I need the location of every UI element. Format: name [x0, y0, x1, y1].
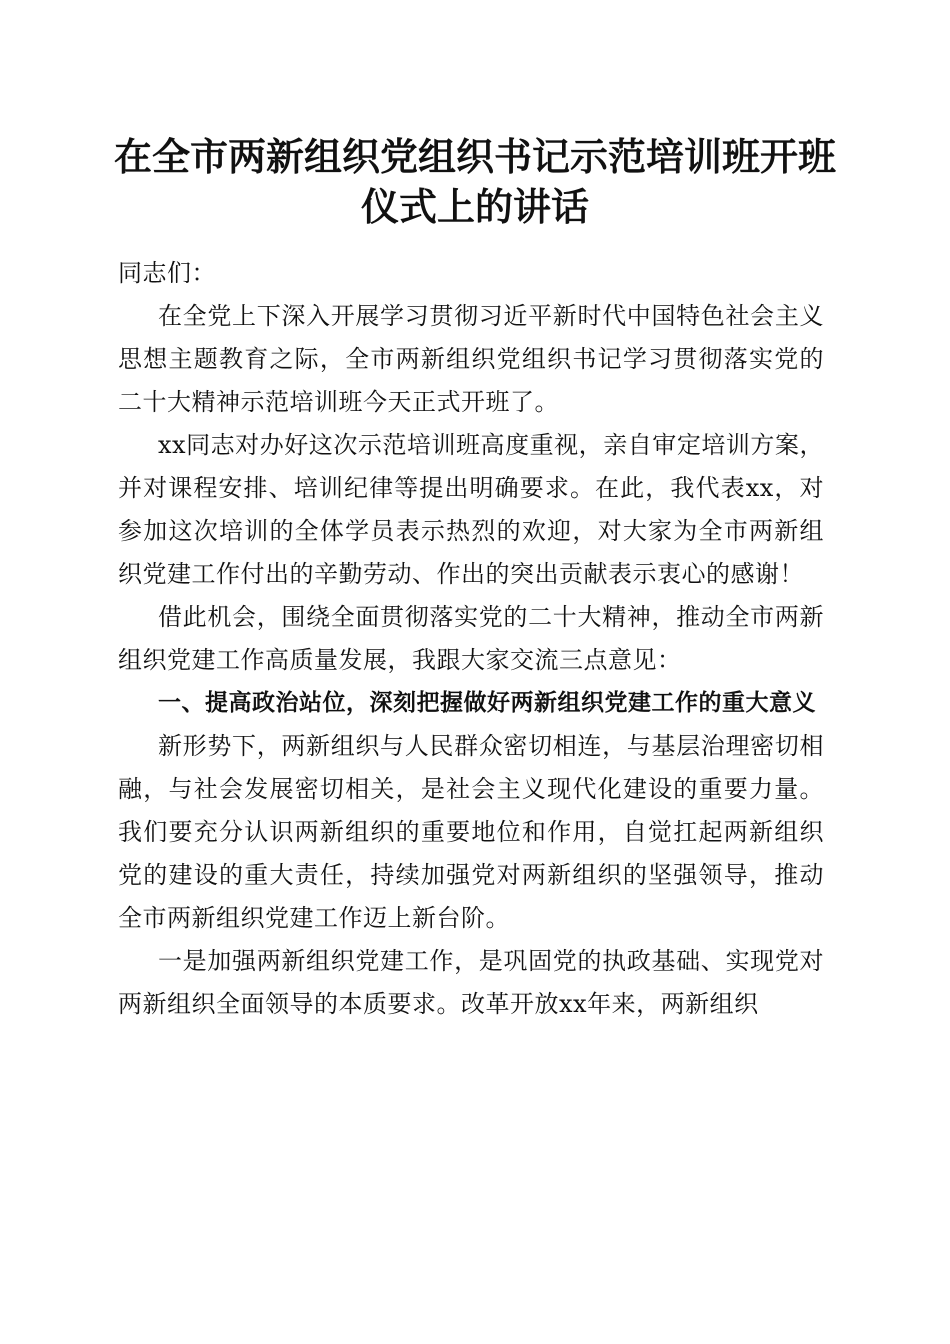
- paragraph: 一是加强两新组织党建工作，是巩固党的执政基础、实现党对两新组织全面领导的本质要求。改革开放xx年来，两新组织: [118, 947, 824, 1018]
- paragraph: 借此机会，围绕全面贯彻落实党的二十大精神，推动全市两新组织党建工作高质量发展，我跟大家交流三点意见：: [118, 603, 824, 674]
- salutation: 同志们：: [118, 259, 216, 287]
- section-heading: 一、提高政治站位，深刻把握做好两新组织党建工作的重大意义: [158, 690, 816, 716]
- document-body: [118, 252, 824, 1026]
- paragraph: 新形势下，两新组织与人民群众密切相连，与基层治理密切相融，与社会发展密切相关，是社会主义现代化建设的重要力量。我们要充分认识两新组织的重要地位和作用，自觉扛起两新组织党的建设的重大责任，持续加强党对两新组织的坚强领导，推动全市两新组织党建工作迈上新台阶。: [118, 732, 824, 932]
- paragraph: xx同志对办好这次示范培训班高度重视，亲自审定培训方案，并对课程安排、培训纪律等提出明确要求。在此，我代表xx，对参加这次培训的全体学员表示热烈的欢迎，对大家为全市两新组织党建工作付出的辛勤劳动、作出的突出贡献表示衷心的感谢！: [118, 431, 824, 588]
- paragraph: 在全党上下深入开展学习贯彻习近平新时代中国特色社会主义思想主题教育之际，全市两新组织党组织书记学习贯彻落实党的二十大精神示范培训班今天正式开班了。: [118, 302, 824, 416]
- document-title: 在全市两新组织党组织书记示范培训班开班仪式上的讲话: [113, 134, 836, 229]
